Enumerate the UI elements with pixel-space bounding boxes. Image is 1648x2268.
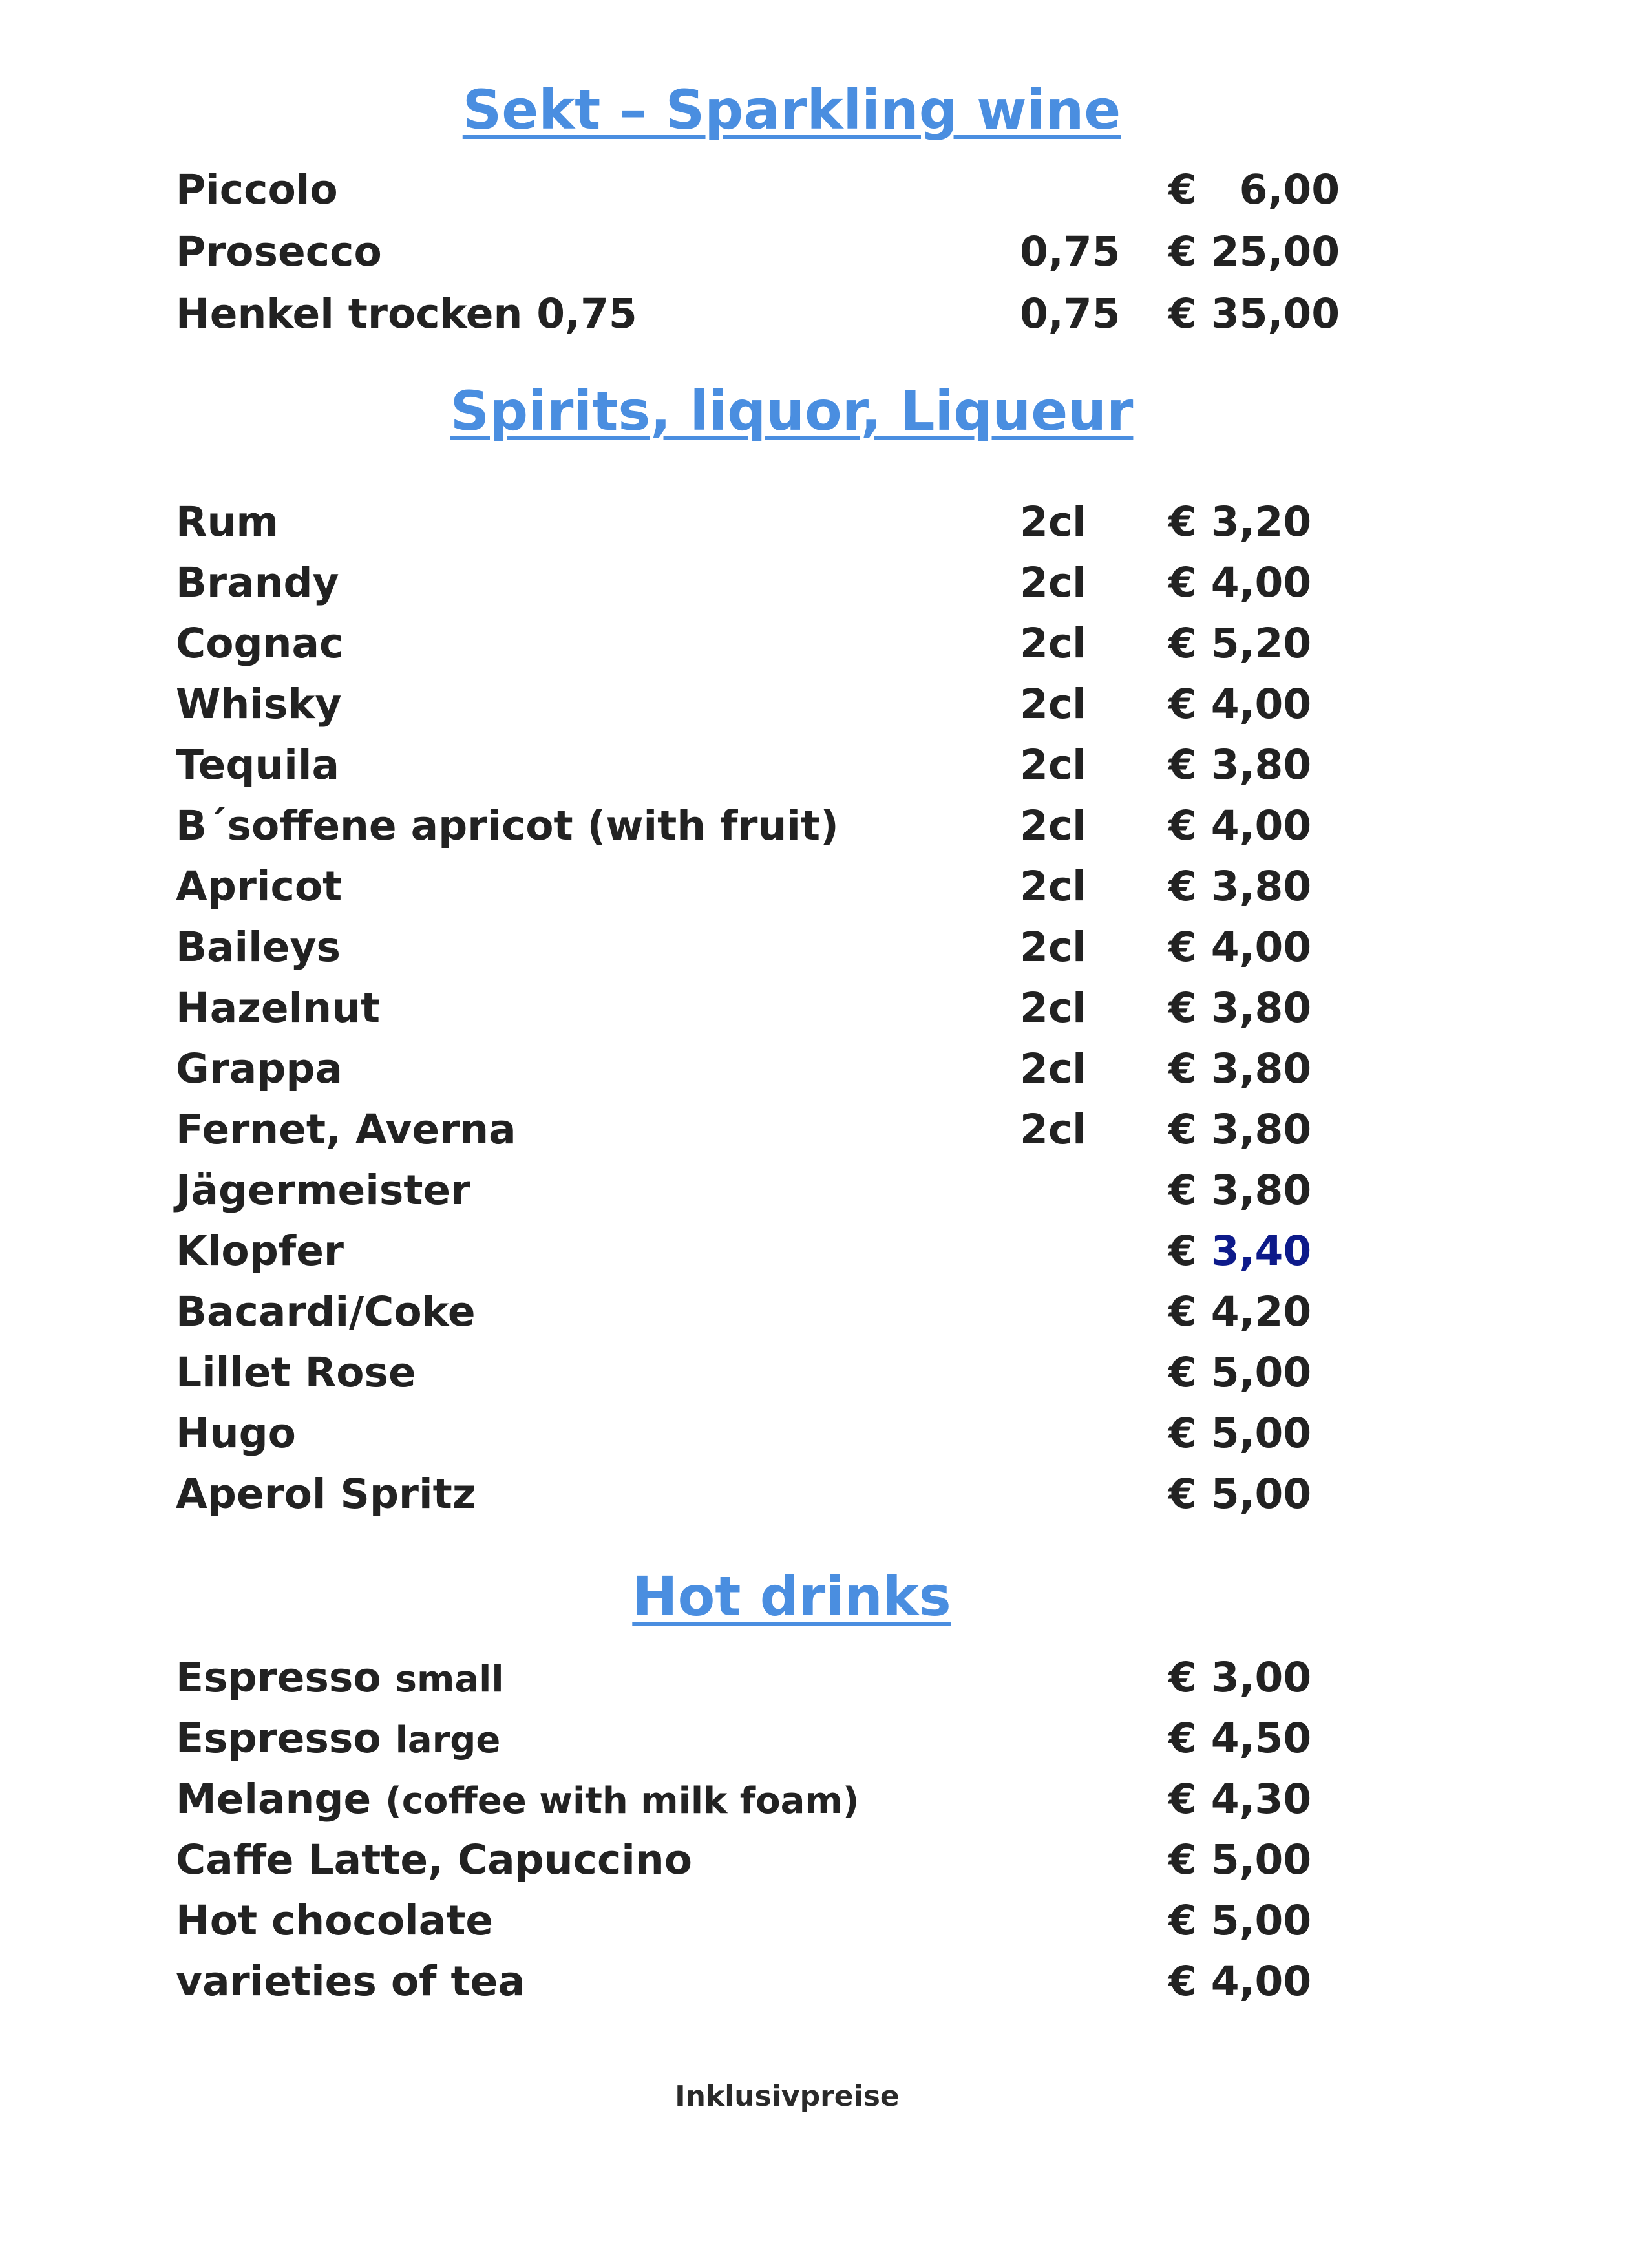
- item-name: Whisky: [176, 681, 342, 728]
- item-price: € 3,80: [1168, 984, 1312, 1032]
- menu-item-row: [0, 861, 1648, 913]
- menu-item-row: [0, 496, 1648, 548]
- item-name-sub: (coffee with milk foam): [385, 1780, 860, 1822]
- item-name: Caffe Latte, Capuccino: [176, 1836, 693, 1883]
- section-title-spirits: Spirits, liquor, Liqueur: [450, 379, 1134, 443]
- menu-item-row: [0, 1468, 1648, 1520]
- item-size: 2cl: [1020, 1106, 1086, 1153]
- item-name: Klopfer: [176, 1227, 344, 1275]
- menu-item-row: [0, 1347, 1648, 1399]
- menu-item-row: [0, 1225, 1648, 1277]
- item-name: Apricot: [176, 863, 343, 910]
- section-title-sparkling-wine: Sekt – Sparkling wine: [462, 78, 1121, 142]
- menu-item-row: [0, 982, 1648, 1034]
- item-name: [176, 1652, 504, 1706]
- item-price: € 4,50: [1168, 1715, 1312, 1762]
- item-price: € 5,20: [1168, 620, 1312, 667]
- item-name-sub: large: [395, 1719, 501, 1761]
- item-price: € 3,80: [1168, 863, 1312, 910]
- item-price: € 4,00: [1168, 1958, 1312, 2005]
- menu-item-row: [0, 1104, 1648, 1156]
- item-name: Cognac: [176, 620, 344, 667]
- item-name: Aperol Spritz: [176, 1470, 476, 1518]
- item-name: [176, 1713, 500, 1766]
- item-size: 0,75: [1020, 290, 1121, 337]
- menu-item-row: [0, 1165, 1648, 1216]
- euro-sign: €: [1168, 1227, 1211, 1275]
- menu-item-row: [0, 1408, 1648, 1459]
- item-name: Lillet Rose: [176, 1349, 416, 1396]
- item-name: B´soffene apricot (with fruit): [176, 802, 839, 849]
- menu-item-row: [0, 800, 1648, 852]
- item-name-main: Espresso: [176, 1715, 381, 1762]
- item-price: € 4,00: [1168, 681, 1312, 728]
- item-name: varieties of tea: [176, 1958, 525, 2005]
- item-price: € 5,00: [1168, 1349, 1312, 1396]
- footer-note: Inklusivpreise: [675, 2080, 900, 2113]
- item-name: Brandy: [176, 559, 339, 606]
- item-price: € 5,00: [1168, 1470, 1312, 1518]
- item-price: € 25,00: [1168, 228, 1340, 275]
- menu-item-row: [0, 1774, 1648, 1825]
- section-title-hot-drinks: Hot drinks: [632, 1565, 951, 1628]
- item-price: € 3,00: [1168, 1654, 1312, 1701]
- item-price: € 4,00: [1168, 924, 1312, 971]
- item-size: 2cl: [1020, 863, 1086, 910]
- item-price: € 3,80: [1168, 1106, 1312, 1153]
- item-name: Baileys: [176, 924, 341, 971]
- item-name: Piccolo: [176, 166, 338, 213]
- menu-item-row: [0, 557, 1648, 609]
- item-price: € 3,20: [1168, 498, 1312, 546]
- item-name-main: Melange: [176, 1775, 372, 1823]
- menu-item-row: [0, 1286, 1648, 1338]
- item-name: Hot chocolate: [176, 1897, 494, 1944]
- menu-item-row: [0, 618, 1648, 670]
- item-name: Hugo: [176, 1410, 296, 1457]
- item-price: € 3,80: [1168, 1167, 1312, 1214]
- item-price: € 3,80: [1168, 1045, 1312, 1092]
- menu-item-row: [0, 679, 1648, 730]
- item-price: € 35,00: [1168, 290, 1340, 337]
- menu-item-row: [0, 1043, 1648, 1095]
- item-name-sub: small: [395, 1659, 504, 1701]
- item-price: € 3,80: [1168, 741, 1312, 789]
- menu-item-row: [0, 226, 1648, 278]
- price-amount: 3,40: [1210, 1227, 1312, 1275]
- item-name: Jägermeister: [176, 1167, 471, 1214]
- item-size: 2cl: [1020, 802, 1086, 849]
- item-price: € 5,00: [1168, 1410, 1312, 1457]
- item-name: Bacardi/Coke: [176, 1288, 476, 1335]
- menu-item-row: [0, 1895, 1648, 1947]
- item-price: € 4,00: [1168, 559, 1312, 606]
- item-size: 2cl: [1020, 620, 1086, 667]
- item-name: Tequila: [176, 741, 339, 789]
- menu-item-row: [0, 288, 1648, 340]
- item-price: € 5,00: [1168, 1897, 1312, 1944]
- menu-item-row: [0, 739, 1648, 791]
- item-name-main: Espresso: [176, 1654, 381, 1701]
- item-size: 2cl: [1020, 741, 1086, 789]
- menu-item-row: [0, 164, 1648, 216]
- item-name: Rum: [176, 498, 279, 546]
- item-name: Henkel trocken 0,75: [176, 290, 637, 337]
- item-size: 2cl: [1020, 498, 1086, 546]
- menu-item-row: [0, 922, 1648, 973]
- item-size: 2cl: [1020, 1045, 1086, 1092]
- menu-item-row: [0, 1834, 1648, 1886]
- item-size: 0,75: [1020, 228, 1121, 275]
- item-price: € 4,00: [1168, 802, 1312, 849]
- item-size: 2cl: [1020, 984, 1086, 1032]
- item-price: € 4,30: [1168, 1775, 1312, 1823]
- item-size: 2cl: [1020, 924, 1086, 971]
- menu-item-row: [0, 1956, 1648, 2008]
- item-name: Prosecco: [176, 228, 382, 275]
- item-name: Hazelnut: [176, 984, 381, 1032]
- item-size: 2cl: [1020, 681, 1086, 728]
- item-price: € 5,00: [1168, 1836, 1312, 1883]
- item-price: € 4,20: [1168, 1288, 1312, 1335]
- item-name: [176, 1774, 859, 1827]
- menu-item-row: [0, 1713, 1648, 1765]
- item-price: € 6,00: [1168, 166, 1340, 213]
- item-price-handwritten: [1168, 1225, 1311, 1277]
- item-name: Fernet, Averna: [176, 1106, 516, 1153]
- item-name: Grappa: [176, 1045, 343, 1092]
- menu-item-row: [0, 1652, 1648, 1704]
- item-size: 2cl: [1020, 559, 1086, 606]
